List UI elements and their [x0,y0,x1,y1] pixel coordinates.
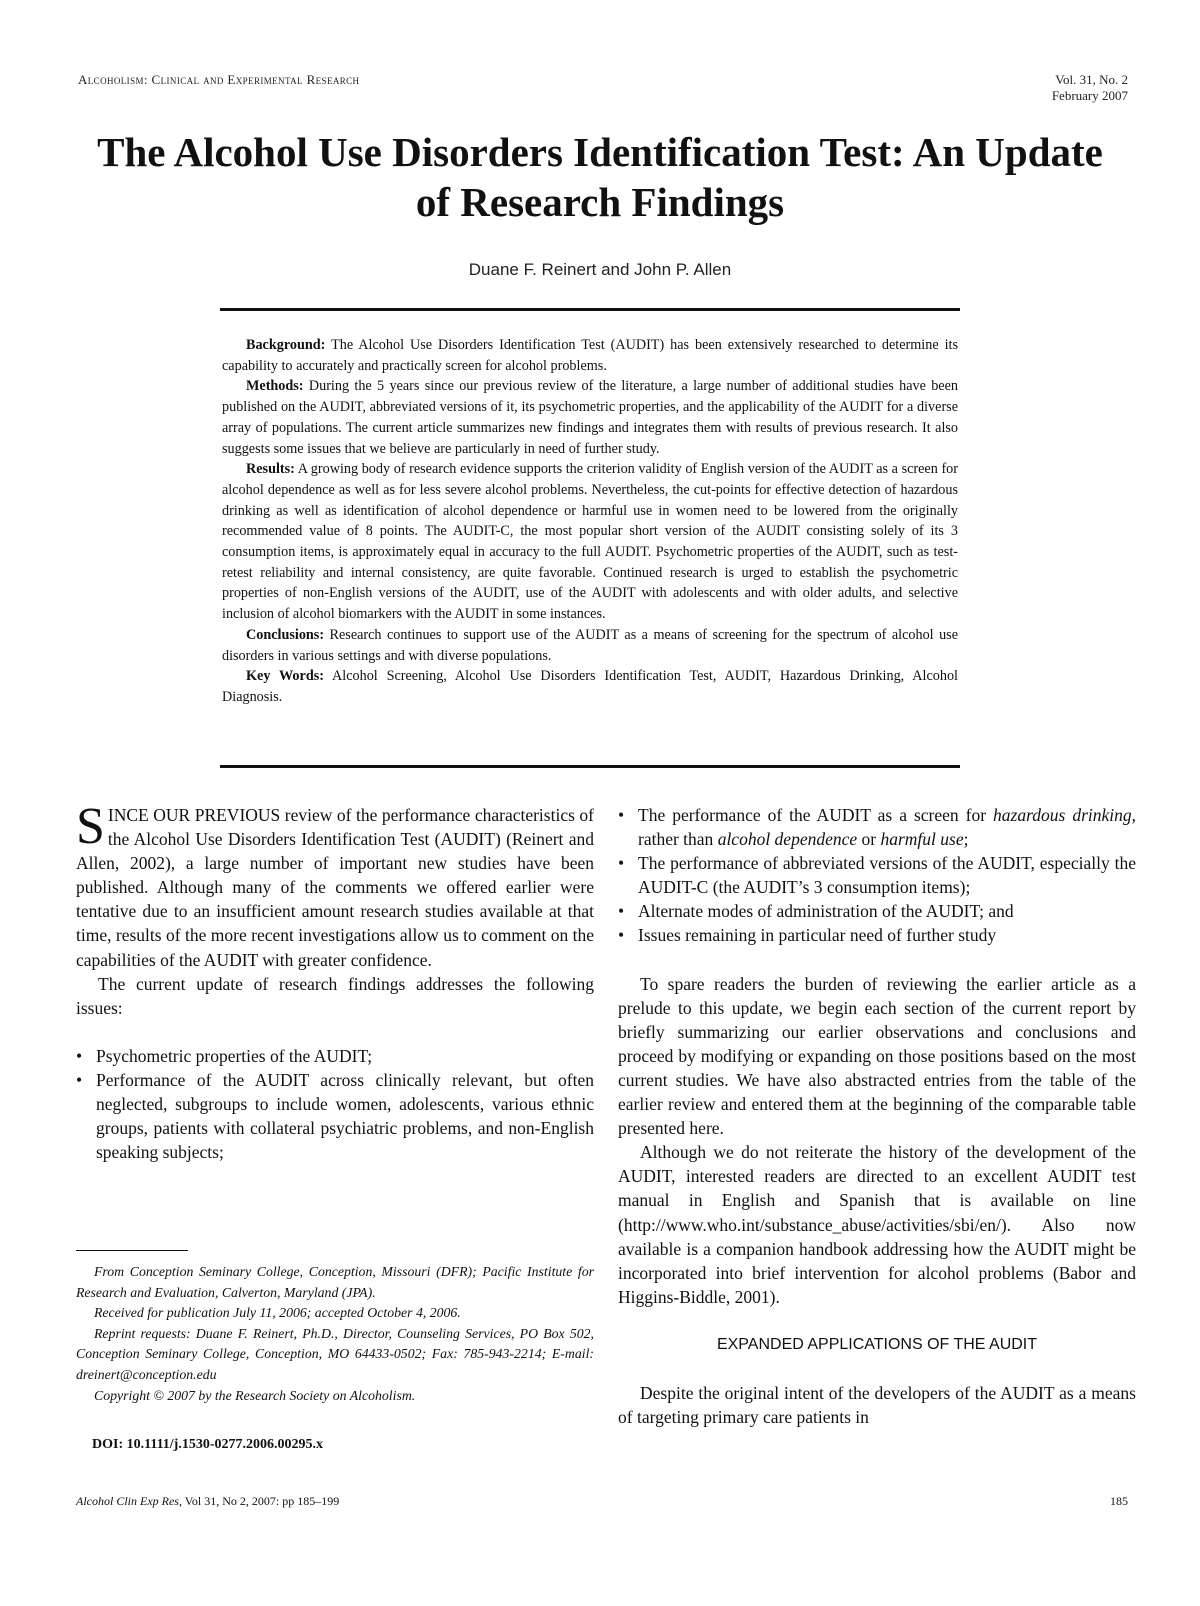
drop-cap: S [76,798,105,855]
list-item: • The performance of abbreviated versions of the AUDIT, especially the AUDIT-C (the AUDIT’s 3 consumption items); [618,853,1136,898]
footer-citation [76,1494,339,1509]
volume-number: Vol. 31, No. 2 [1055,72,1128,87]
conclusions-label: Conclusions: [246,626,325,643]
issue-date: February 2007 [1051,88,1128,103]
copyright-note: Copyright © 2007 by the Research Society on Alcoholism. [94,1387,416,1403]
issues-list-right [618,803,1136,948]
history-paragraph: Although we do not reiterate the history of the development of the AUDIT, interested readers are directed to an excellent AUDIT test manual in English and Spanish that is available on line (http://www.who.int/substance_abuse/activities/sbi/en/). Also now available is a companion handbook addressing how the AUDIT might be incorporated into brief intervention for alcohol problems (Babor and Higgins-Biddle, 2001). [618,1142,1136,1307]
list-item: • The performance of the AUDIT as a screen for hazardous drinking, rather than alcohol dependence or harmful use; [618,805,1136,850]
bullet-icon: • [618,925,625,946]
intro-text: review of the performance characteristics of the Alcohol Use Disorders Identification Test (AUDIT) (Reinert and Allen, 2002), a large number of important new studies have been published. Although many of the comments we offered earlier were tentative due to an insufficient amount research studies available at that time, results of the more recent investigations allow us to comment on the capabilities of the AUDIT with greater confidence. [76,805,594,970]
results-text: A growing body of research evidence supports the criterion validity of English version of the AUDIT as a screen for alcohol dependence as well as for less severe alcohol problems. Nevertheless, the cut-points for effective detection of hazardous drinking as well as identification of alcohol dependence or harmful use in women need to be lowered from the originally recommended value of 8 points. The AUDIT-C, the most popular short version of the AUDIT consisting solely of its 3 consumption items, is approximately equal in accuracy to the full AUDIT. Psychometric properties of the AUDIT, such as test-retest reliability and internal consistency, are quite favorable. Continued research is urged to establish the psychometric properties of non-English versions of the AUDIT, use of the AUDIT with adolescents and with older adults, and selective inclusion of alcohol biomarkers with the AUDIT in some instances. [222,461,958,623]
abstract [222,335,958,708]
keywords-label: Key Words: [246,668,324,685]
journal-abbreviation: Alcohol Clin Exp Res [76,1494,179,1508]
reprint-note: Reprint requests: Duane F. Reinert, Ph.D., Director, Counseling Services, PO Box 502, Conception Seminary College, Conception, MO 64433-0502; Fax: 785-943-2214; E-mail: dreinert@conception.edu [76,1325,594,1382]
title-line-2: of Research Findings [415,179,785,225]
abstract-background [222,335,958,376]
abstract-top-rule [220,308,960,311]
affiliation-note: From Conception Seminary College, Conception, Missouri (DFR); Pacific Institute for Research and Evaluation, Calverton, Maryland (JPA). [76,1264,594,1300]
keywords-text: Alcohol Screening, Alcohol Use Disorders Identification Test, AUDIT, Hazardous Drinking, Alcohol Diagnosis. [222,668,958,705]
list-item: • Performance of the AUDIT across clinically relevant, but often neglected, subgroups to include women, adolescents, various ethnic groups, patients with collateral psychiatric problems, and non-English speaking subjects; [76,1069,594,1163]
abstract-results [222,459,958,625]
lead-in: INCE OUR PREVIOUS [107,805,281,825]
methods-text: During the 5 years since our previous review of the literature, a large number of additional studies have been published on the AUDIT, abbreviated versions of it, its psychometric properties, and the applicability of the AUDIT for a diverse array of populations. The current article summarizes new findings and integrates them with results of previous research. It also suggests some issues that we believe are particularly in need of further study. [222,378,958,457]
received-note: Received for publication July 11, 2006; accepted October 4, 2006. [94,1305,461,1321]
issues-list-left [76,1044,594,1164]
footnotes [76,1262,594,1406]
despite-paragraph: Despite the original intent of the developers of the AUDIT as a means of targeting primary care patients in [618,1382,1136,1428]
journal-name: Alcoholism: Clinical and Experimental Research [78,72,360,87]
citation-text: , Vol 31, No 2, 2007: pp 185–199 [178,1494,340,1508]
bullet-icon: • [76,1069,83,1090]
intro-paragraph [76,798,594,972]
body-column-left [76,798,594,1164]
body-column-right [618,803,1136,1429]
page-number: 185 [1110,1494,1128,1508]
list-item: • Alternate modes of administration of the AUDIT; and [618,899,1136,923]
title-line-1: The Alcohol Use Disorders Identification Test: An Update [97,129,1103,175]
spare-readers-paragraph: To spare readers the burden of reviewing the earlier article as a prelude to this update, we begin each section of the current report by briefly summarizing our earlier observations and conclusions and proceed by modifying or expanding on those positions based on the most current studies. We have also abstracted entries from the table of the earlier review and entered them at the beginning of the comparable table presented here. [618,973,1136,1139]
list-item: • Issues remaining in particular need of further study [618,923,1136,947]
background-text: The Alcohol Use Disorders Identification Test (AUDIT) has been extensively researched to determine its capability to accurately and practically screen for alcohol problems. [222,337,958,374]
abstract-bottom-rule [220,765,960,768]
authors: Duane F. Reinert and John P. Allen [468,260,732,279]
conclusions-text: Research continues to support use of the AUDIT as a means of screening for the spectrum of alcohol use disorders in various settings and with diverse populations. [222,626,958,664]
abstract-methods [222,376,958,459]
doi: DOI: 10.1111/j.1530-0277.2006.00295.x [92,1437,324,1452]
abstract-conclusions [222,625,958,666]
article-title [60,127,1140,227]
volume-info [1052,72,1128,104]
list-item: • Psychometric properties of the AUDIT; [76,1044,594,1068]
bullet-icon: • [618,901,625,922]
section-heading: EXPANDED APPLICATIONS OF THE AUDIT [716,1335,1038,1353]
methods-label: Methods: [246,378,304,395]
bullet-icon: • [76,1045,83,1066]
background-label: Background: [246,337,326,353]
footnote-rule [76,1250,188,1251]
bullet-icon: • [618,853,625,874]
issues-intro-paragraph: The current update of research findings addresses the following issues: [76,973,594,1018]
results-label: Results: [246,461,295,478]
bullet-icon: • [618,805,625,825]
abstract-keywords [222,666,958,707]
